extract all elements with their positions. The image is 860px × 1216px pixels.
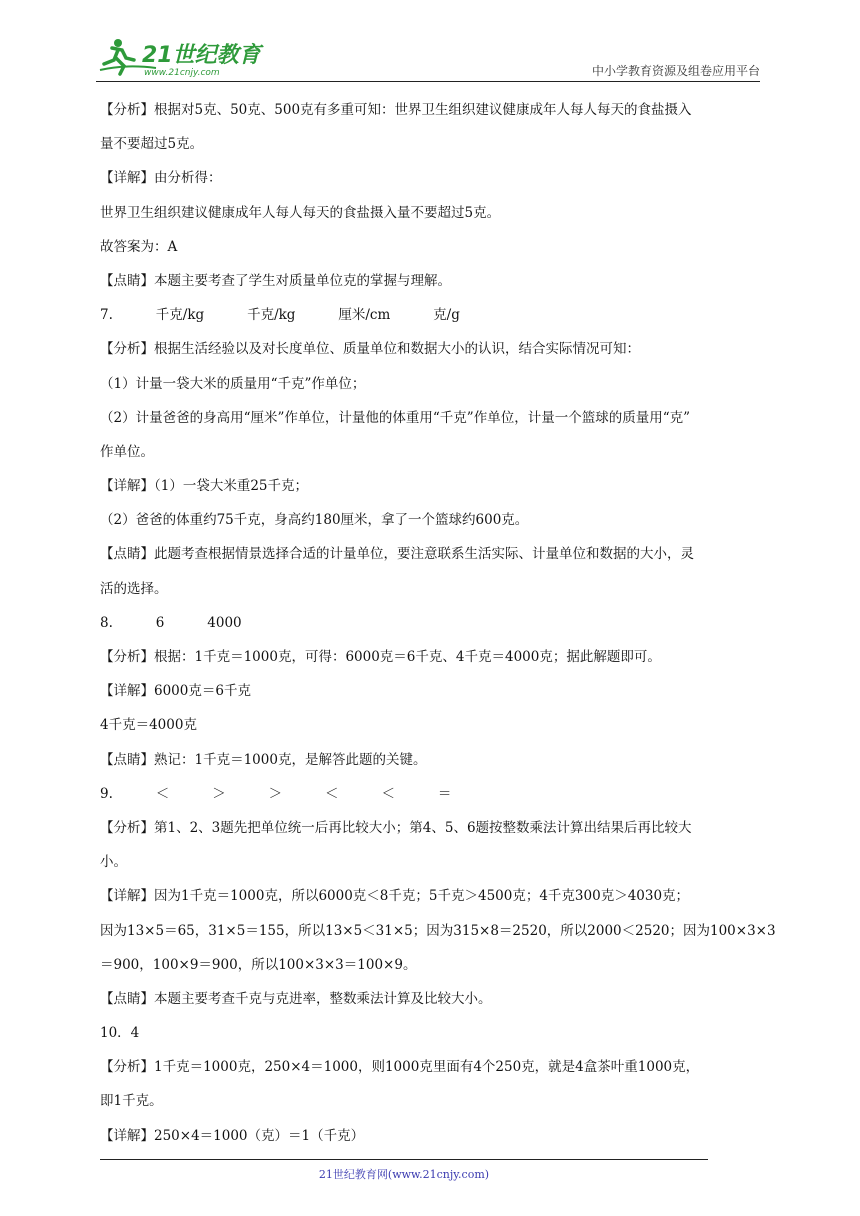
text-line: （2）计量爸爸的身高用“厘米”作单位，计量他的体重用“千克”作单位，计量一个篮球的质量用“克” bbox=[100, 409, 690, 426]
question-8-answers: 8. 6 4000 bbox=[100, 614, 242, 631]
footer-site-link[interactable]: 21世纪教育网(www.21cnjy.com) bbox=[318, 1168, 490, 1181]
text-line: 即1千克。 bbox=[100, 1093, 163, 1110]
question-7-answers: 7. 千克/kg 千克/kg 厘米/cm 克/g bbox=[100, 307, 460, 324]
text-line: 作单位。 bbox=[100, 443, 154, 460]
text-line: 【详解】因为1千克＝1000克，所以6000克＜8千克；5千克＞4500克；4千克300克＞4030克； bbox=[100, 888, 690, 905]
svg-text:21世纪教育: 21世纪教育 bbox=[142, 43, 261, 68]
question-10-answer: 10．4 bbox=[100, 1025, 140, 1042]
text-line: （2）爸爸的体重约75千克，身高约180厘米，拿了一个篮球约600克。 bbox=[100, 512, 529, 529]
text-line: 【分析】1千克＝1000克，250×4＝1000，则1000克里面有4个250克，就是4盒茶叶重1000克， bbox=[100, 1059, 700, 1076]
answer-content bbox=[100, 100, 776, 1160]
page-header bbox=[96, 28, 760, 82]
text-line: 【分析】根据生活经验以及对长度单位、质量单位和数据大小的认识，结合实际情况可知： bbox=[100, 341, 640, 358]
footer-rule bbox=[100, 1159, 708, 1160]
text-line: ＝900，100×9＝900，所以100×3×3＝100×9。 bbox=[100, 956, 417, 973]
text-line: 因为13×5＝65，31×5＝155，所以13×5＜31×5；因为315×8＝2520，所以2000＜2520；因为100×3×3 bbox=[100, 922, 776, 939]
text-line: 世界卫生组织建议健康成年人每人每天的食盐摄入量不要超过5克。 bbox=[100, 204, 501, 221]
text-line: 【详解】250×4＝1000（克）＝1（千克） bbox=[100, 1127, 365, 1144]
text-line: 【分析】根据：1千克＝1000克，可得：6000克＝6千克、4千克＝4000克；据此解题即可。 bbox=[100, 649, 661, 665]
svg-text:www.21cnjy.com: www.21cnjy.com bbox=[144, 68, 220, 78]
text-line: 量不要超过5克。 bbox=[100, 136, 204, 153]
text-line: 【详解】由分析得： bbox=[100, 170, 222, 187]
header-platform-text: 中小学教育资源及组卷应用平台 bbox=[591, 64, 760, 78]
text-line: 【点睛】此题考查根据情景选择合适的计量单位，要注意联系生活实际、计量单位和数据的大小，灵 bbox=[100, 546, 694, 563]
text-line: 小。 bbox=[100, 854, 127, 871]
text-line: 【点睛】熟记：1千克＝1000克，是解答此题的关键。 bbox=[100, 751, 427, 768]
text-line: （1）计量一袋大米的质量用“千克”作单位； bbox=[100, 375, 366, 392]
text-line: 【点睛】本题主要考查千克与克进率，整数乘法计算及比较大小。 bbox=[100, 990, 492, 1007]
question-9-answers: 9. ＜ ＞ ＞ ＜ ＜ ＝ bbox=[100, 785, 452, 802]
text-line: 【详解】（1）一袋大米重25千克； bbox=[100, 478, 309, 495]
site-logo bbox=[96, 34, 286, 78]
text-line: 活的选择。 bbox=[100, 580, 168, 597]
text-line: 4千克＝4000克 bbox=[100, 717, 197, 734]
page-footer bbox=[100, 1159, 708, 1182]
text-line: 【详解】6000克＝6千克 bbox=[100, 683, 251, 700]
text-line: 【分析】第1、2、3题先把单位统一后再比较大小；第4、5、6题按整数乘法计算出结果后再比较大 bbox=[100, 819, 692, 836]
text-line: 故答案为：A bbox=[100, 238, 178, 255]
text-line: 【分析】根据对5克、50克、500克有多重可知：世界卫生组织建议健康成年人每人每天的食盐摄入 bbox=[100, 102, 692, 118]
header-rule bbox=[96, 81, 760, 82]
text-line: 【点睛】本题主要考查了学生对质量单位克的掌握与理解。 bbox=[100, 272, 451, 289]
